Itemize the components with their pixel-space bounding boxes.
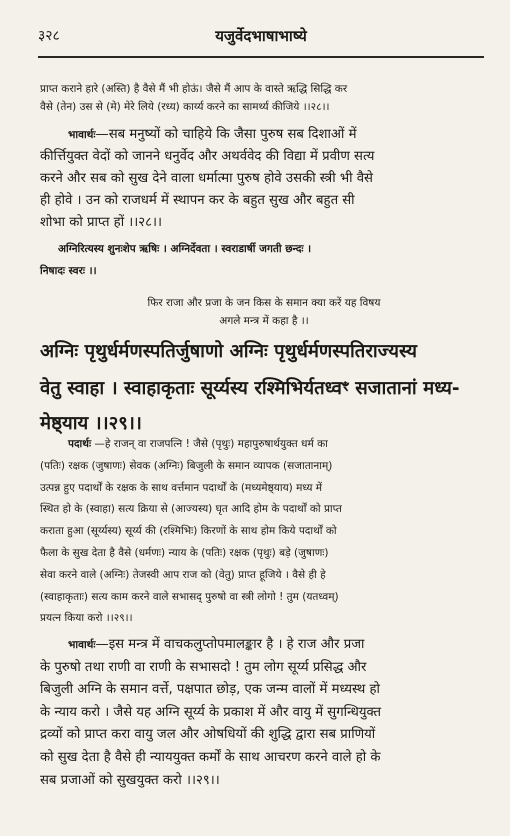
text-line: अग्निरित्यस्य शुनःशेप ऋषिः । अग्निर्देवता । स्वराडार्षी जगती छन्दः ।	[58, 243, 312, 255]
mantra-text	[40, 336, 488, 439]
padarth-section	[40, 434, 488, 630]
text-span: —इस मन्त्र में वाचकलुप्तोपमालङ्कार है । हे राज और प्रजा	[95, 637, 365, 652]
text-line: (स्वाहाकृताः) सत्य काम करने वाले सभासद् पुरुषो वा स्त्री लोगो ! तुम (यतध्वम्)	[40, 590, 339, 603]
text-line: उत्पन्न हुए पदार्थों के रक्षक के साथ वर्त्तमान पदार्थों के (मध्यमेष्ठ्याय) मध्य में	[40, 481, 323, 494]
text-line: के न्याय करो । जैसे यह अग्नि सूर्य्य के प्रकाश में और वायु में सुगन्धियुक्त	[40, 704, 382, 720]
text-line: वैसे (तेन) उस से (मे) मेरे लिये (रध्य) कार्य्य करने का सामर्थ्य कीजिये ।।२८।।	[40, 101, 330, 113]
text-line: शोभा को प्राप्त हों ।।२८।।	[40, 215, 163, 230]
mantra-line: मेष्ठ्याय ।।२९।।	[40, 413, 142, 434]
text-line: को सुख देता है वैसे ही न्याययुक्त कर्मों के साथ आचरण करने वाले हो के	[40, 749, 381, 765]
mantra-intro	[40, 294, 488, 330]
text-line: फैला के सुख देता है वैसे (धर्मणः) न्याय के (पतिः) रक्षक (पृथुः) बड़े (जुषाणः)	[40, 546, 329, 559]
header-rule	[38, 56, 484, 58]
padarth-label: पदार्थः	[68, 438, 92, 450]
bhavarth-label: भावार्थः	[68, 129, 96, 141]
running-title: यजुर्वेदभाषाभाष्ये	[215, 27, 307, 45]
text-line: प्रयत्न किया करो ।।२९।।	[40, 612, 133, 625]
text-line: ही होवे । उन को राजधर्म में स्थापन कर के बहुत सुख और बहुत सी	[40, 193, 355, 208]
text-span: —हे राजन् वा राजपत्नि ! जैसे (पृथुः) महापुरुषार्थयुक्त धर्म का	[91, 438, 328, 450]
text-line: करने और सब को सुख देने वाला धर्मात्मा पुरुष होवे उसकी स्त्री भी वैसे	[40, 171, 373, 186]
mantra-line: अग्निः पृथुर्धर्मणस्पतिर्जुषाणो अग्निः पृथुर्धर्मणस्पतिराज्यस्य	[40, 341, 417, 362]
text-line: स्थित हो के (स्वाहा) सत्य क्रिया से (आज्यस्य) घृत आदि होम के पदार्थों को प्राप्त	[40, 503, 342, 516]
mantra-line: वेतु स्वाहा । स्वाहाकृताः सूर्य्यस्य रश्मिभिर्यतध्वꣳ सजातानां मध्य-	[40, 378, 460, 399]
text-line	[40, 634, 488, 657]
text-line: फिर राजा और प्रजा के जन किस के समान क्या करें यह विषय	[147, 297, 381, 309]
page-number: ३२८	[38, 28, 60, 44]
bhavarth-section-28	[40, 124, 488, 234]
text-line: द्रव्यों को प्राप्त करा वायु जल और ओषधियों की शुद्धि द्वारा सब प्राणियों	[40, 727, 376, 743]
text-line	[40, 124, 488, 146]
text-line: कराता हुआ (सूर्य्यस्य) सूर्य्य की (रश्मिभिः) किरणों के साथ होम किये पदार्थों को	[40, 525, 337, 538]
page-header	[38, 26, 484, 48]
bhavarth-label: भावार्थः	[68, 639, 96, 651]
text-span: —सब मनुष्यों को चाहिये कि जैसा पुरुष सब दिशाओं में	[95, 127, 357, 142]
text-line: सब प्रजाओं को सुखयुक्त करो ।।२९।।	[40, 772, 220, 788]
text-line: (पतिः) रक्षक (जुषाणः) सेवक (अग्निः) बिजुली के समान व्यापक (सजातानाम्)	[40, 459, 333, 472]
text-line: सेवा करने वाले (अग्निः) तेजस्वी आप राज को (वेतु) प्राप्त हूजिये । वैसे ही हे	[40, 568, 326, 581]
bhavarth-section-29	[40, 634, 488, 792]
rishi-devata-line	[40, 240, 488, 280]
text-line: बिजुली अग्नि के समान वर्त्ते, पक्षपात छोड़, एक जन्म वालों में मध्यस्थ हो	[40, 682, 380, 698]
text-line	[40, 434, 488, 456]
text-line: अगले मन्त्र में कहा है ।।	[219, 315, 309, 327]
text-line: निषादः स्वरः ।।	[40, 265, 97, 277]
previous-padarth-continuation	[40, 80, 488, 116]
text-line: प्राप्त कराने हारे (अस्ति) है वैसे मैं भी होऊं। जैसे मैं आप के वास्ते ऋद्धि सिद्धि कर	[40, 83, 348, 95]
text-line: के पुरुषो तथा राणी वा राणी के सभासदो ! तुम लोग सूर्य्य प्रसिद्ध और	[40, 659, 367, 675]
text-line: कीर्त्तियुक्त वेदों को जानने धनुर्वेद और अथर्ववेद की विद्या में प्रवीण सत्य	[40, 149, 375, 164]
